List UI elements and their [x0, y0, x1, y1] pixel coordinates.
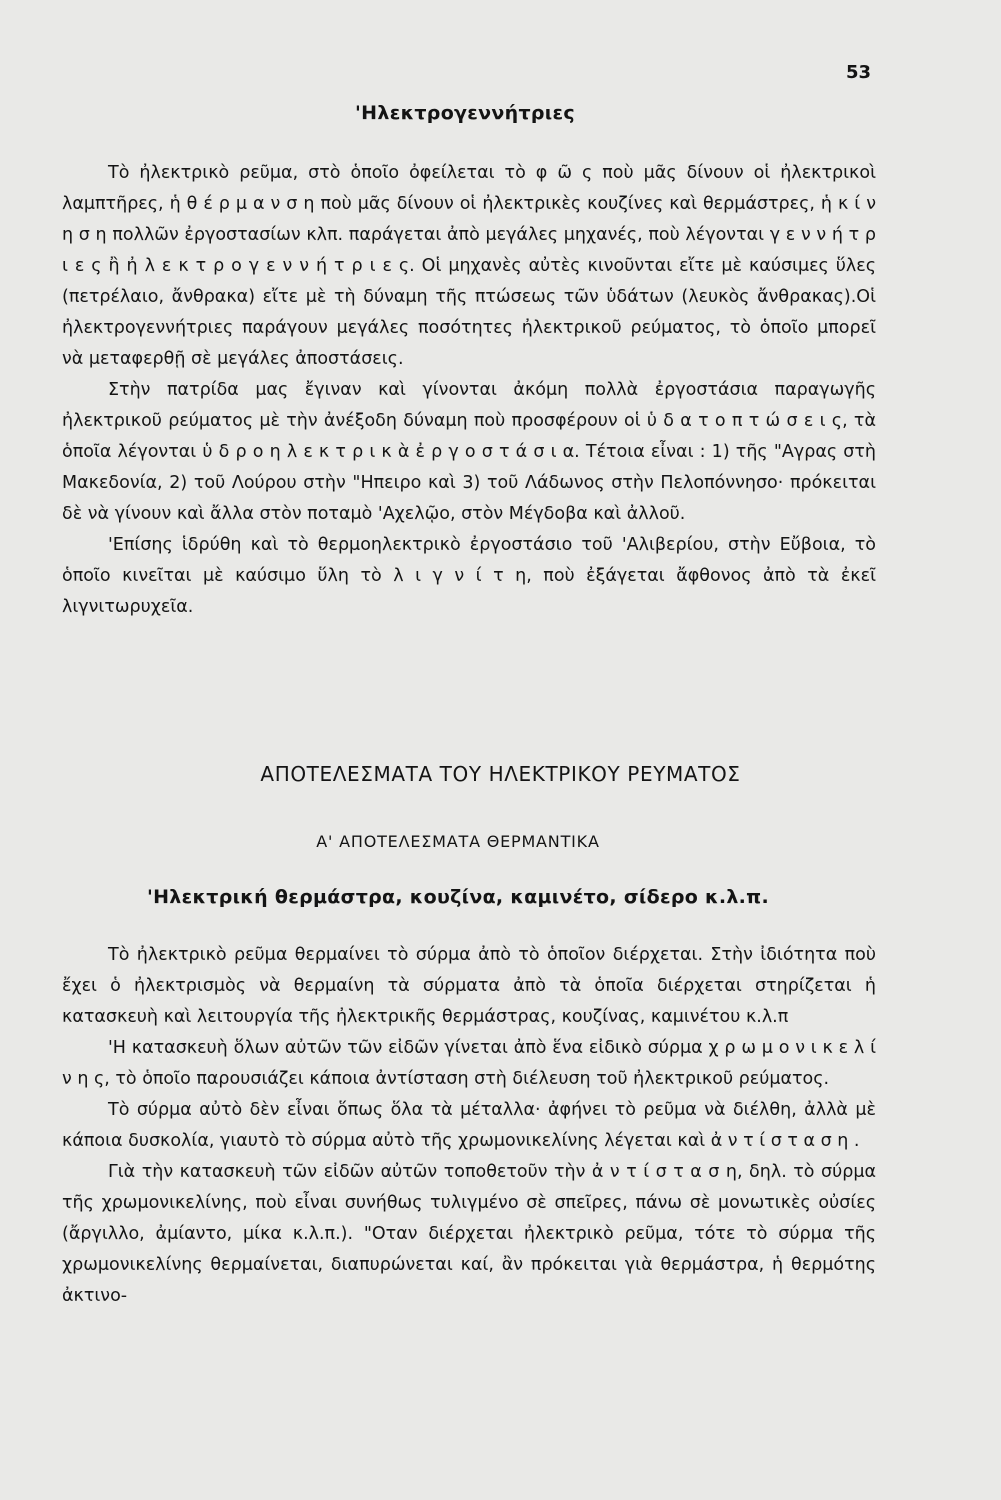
paragraph: Τὸ ἠλεκτρικὸ ρεῦμα θερμαίνει τὸ σύρμα ἀπὸ τὸ ὁποῖον διέρχεται. Στὴν ἰδιότητα ποὺ ἔχει ὁ ἠλεκτρισμὸς νὰ θερμαίνη τὰ σύρματα ἀπὸ τὰ ὁποῖα διέρχεται στηρίζεται ἡ κατασκευὴ καὶ λειτουργία τῆς ἠλεκτρικῆς θερμάστρας, κουζίνας, καμινέτου κ.λ.π — [62, 945, 876, 1027]
generators-heading: 'Ηλεκτρογεννήτριες — [355, 102, 575, 124]
paragraph: Γιὰ τὴν κατασκευὴ τῶν εἰδῶν αὐτῶν τοποθετοῦν τὴν ἀ ν τ ί σ τ α σ η, δηλ. τὸ σύρμα τῆς χρωμονικελίνης, ποὺ εἶναι συνήθως τυλιγμένο σὲ σπεῖρες, πάνω σὲ μονωτικὲς οὐσίες (ἄργιλλο, ἀμίαντο, μίκα κ.λ.π.). "Οταν διέρχεται ἠλεκτρικὸ ρεῦμα, τότε τὸ σύρμα τῆς χρωμονικελίνης θερμαίνεται, διαπυρώνεται καί, ἂν πρόκειται γιὰ θερμάστρα, ἡ θερμότης ἀκτινο- — [62, 1162, 876, 1306]
generators-text — [62, 158, 876, 623]
paragraph: Στὴν πατρίδα μας ἔγιναν καὶ γίνονται ἀκόμη πολλὰ ἐργοστάσια παραγωγῆς ἠλεκτρικοῦ ρεύματος μὲ τὴν ἀνέξοδη δύναμη ποὺ προσφέρουν οἱ ὑ δ α τ ο π τ ώ σ ε ι ς, τὰ ὁποῖα λέγονται ὑ δ ρ ο η λ ε κ τ ρ ι κ ὰ ἐ ρ γ ο σ τ ά σ ι α. Τέτοια εἶναι : 1) τῆς "Αγρας στὴ Μακεδονία, 2) τοῦ Λούρου στὴν "Ηπειρο καὶ 3) τοῦ Λάδωνος στὴν Πελοπόννησο· πρόκειται δὲ νὰ γίνουν καὶ ἄλλα στὸν ποταμὸ 'Αχελῷο, στὸν Μέγδοβα καὶ ἀλλοῦ. — [62, 380, 876, 524]
paragraph: Τὸ σύρμα αὐτὸ δὲν εἶναι ὅπως ὅλα τὰ μέταλλα· ἀφήνει τὸ ρεῦμα νὰ διέλθη, ἀλλὰ μὲ κάποια δυσκολία, γιαυτὸ τὸ σύρμα αὐτὸ τῆς χρωμονικελίνης λέγεται καὶ ἀ ν τ ί σ τ α σ η . — [62, 1100, 876, 1151]
heater-text — [62, 940, 876, 1312]
page-number: 53 — [846, 62, 872, 83]
electric-heater-heading: 'Ηλεκτρική θερμάστρα, κουζίνα, καμινέτο, σίδερο κ.λ.π. — [146, 886, 770, 908]
thermal-effects-heading: Α' ΑΠΟΤΕΛΕΣΜΑΤΑ ΘΕΡΜΑΝΤΙΚΑ — [316, 832, 600, 851]
effects-heading: ΑΠΟΤΕΛΕΣΜΑΤΑ ΤΟΥ ΗΛΕΚΤΡΙΚΟΥ ΡΕΥΜΑΤΟΣ — [260, 762, 741, 786]
paragraph: 'Επίσης ἱδρύθη καὶ τὸ θερμοηλεκτρικὸ ἐργοστάσιο τοῦ 'Αλιβερίου, στὴν Εὔβοια, τὸ ὁποῖο κινεῖται μὲ καύσιμο ὕλη τὸ λ ι γ ν ί τ η, ποὺ ἐξάγεται ἄφθονος ἀπὸ τὰ ἐκεῖ λιγνιτωρυχεῖα. — [62, 535, 876, 617]
paragraph: 'Η κατασκευὴ ὅλων αὐτῶν τῶν εἰδῶν γίνεται ἀπὸ ἕνα εἰδικὸ σύρμα χ ρ ω μ ο ν ι κ ε λ ί ν η ς, τὸ ὁποῖο παρουσιάζει κάποια ἀντίσταση στὴ διέλευση τοῦ ἠλεκτρικοῦ ρεύματος. — [62, 1038, 876, 1089]
paragraph: Τὸ ἠλεκτρικὸ ρεῦμα, στὸ ὁποῖο ὀφείλεται τὸ φ ῶ ς ποὺ μᾶς δίνουν οἱ ἠλεκτρικοὶ λαμπτῆρες, ἡ θ έ ρ μ α ν σ η ποὺ μᾶς δίνουν οἱ ἠλεκτρικὲς κουζίνες καὶ θερμάστρες, ἡ κ ί ν η σ η πολλῶν ἐργοστασίων κλπ. παράγεται ἀπὸ μεγάλες μηχανές, ποὺ λέγονται γ ε ν ν ή τ ρ ι ε ς ἢ ἠ λ ε κ τ ρ ο γ ε ν ν ή τ ρ ι ε ς. Οἱ μηχανὲς αὐτὲς κινοῦνται εἴτε μὲ καύσιμες ὕλες (πετρέλαιο, ἄνθρακα) εἴτε μὲ τὴ δύναμη τῆς πτώσεως τῶν ὑδάτων (λευκὸς ἄνθρακας).Οἱ ἠλεκτρογεννήτριες παράγουν μεγάλες ποσότητες ἠλεκτρικοῦ ρεύματος, τὸ ὁποῖο μπορεῖ νὰ μεταφερθῇ σὲ μεγάλες ἀποστάσεις. — [62, 163, 876, 369]
